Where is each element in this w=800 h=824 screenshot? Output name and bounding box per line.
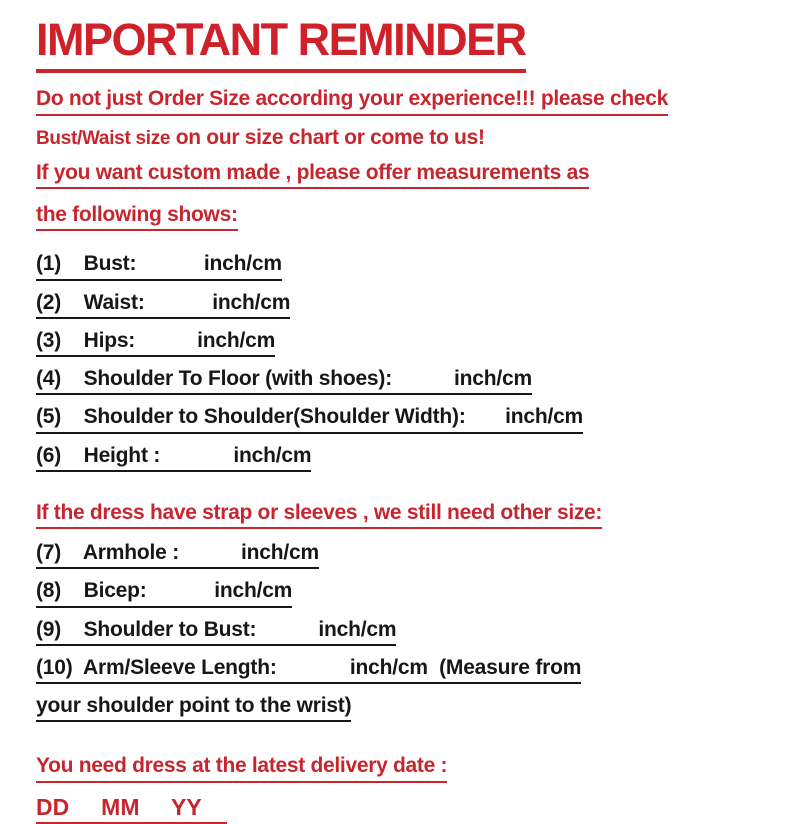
measurement-row-8-text: (8) Bicep: inch/cm (36, 578, 292, 607)
measurement-row-9-text: (9) Shoulder to Bust: inch/cm (36, 617, 396, 646)
delivery-heading (36, 753, 772, 782)
measurement-row-2-text: (2) Waist: inch/cm (36, 290, 290, 319)
sleeve-section-heading-text: If the dress have strap or sleeves , we still need other size: (36, 500, 602, 529)
measurement-row-4-text: (4) Shoulder To Floor (with shoes): inch/cm (36, 366, 532, 395)
measurement-row-6 (36, 443, 772, 472)
delivery-section (36, 753, 772, 823)
intro-line-4 (36, 202, 772, 231)
intro-line-2 (36, 125, 772, 151)
measurement-row-10-text: (10) Arm/Sleeve Length: inch/cm (Measure from (36, 655, 581, 684)
intro-line-2-rest: on our size chart or come to us! (170, 125, 485, 149)
measurement-row-10-wrap-text: your shoulder point to the wrist) (36, 693, 351, 722)
intro-line-3-text: If you want custom made , please offer measurements as (36, 160, 589, 189)
sleeve-section (36, 500, 772, 723)
delivery-date-fields-text: DD MM YY (36, 794, 227, 824)
measurement-row-5-text: (5) Shoulder to Shoulder(Shoulder Width): inch/cm (36, 404, 583, 433)
measurement-row-5 (36, 404, 772, 433)
intro-line-1 (36, 86, 772, 115)
measurement-row-1-text: (1) Bust: inch/cm (36, 251, 282, 280)
measurement-row-8 (36, 578, 772, 607)
measurement-row-3 (36, 328, 772, 357)
measurement-row-2 (36, 290, 772, 319)
measurement-row-4 (36, 366, 772, 395)
measurement-row-6-text: (6) Height : inch/cm (36, 443, 311, 472)
intro-line-4-text: the following shows: (36, 202, 238, 231)
measurement-row-10 (36, 655, 772, 684)
intro-line-2-emphasis: Bust/Waist size (36, 127, 171, 149)
measurement-row-7 (36, 540, 772, 569)
measurement-row-1 (36, 251, 772, 280)
basic-measurements-list (36, 251, 772, 472)
page-title: IMPORTANT REMINDER (36, 16, 526, 73)
delivery-heading-text: You need dress at the latest delivery date : (36, 753, 447, 782)
measurement-row-9 (36, 617, 772, 646)
sleeve-section-heading (36, 500, 772, 529)
intro-line-3 (36, 160, 772, 189)
measurement-row-3-text: (3) Hips: inch/cm (36, 328, 275, 357)
measurement-row-7-text: (7) Armhole : inch/cm (36, 540, 319, 569)
measurement-row-10-wrap (36, 693, 772, 722)
intro-line-1-text: Do not just Order Size according your experience!!! please check (36, 86, 668, 115)
delivery-date-fields (36, 794, 772, 824)
